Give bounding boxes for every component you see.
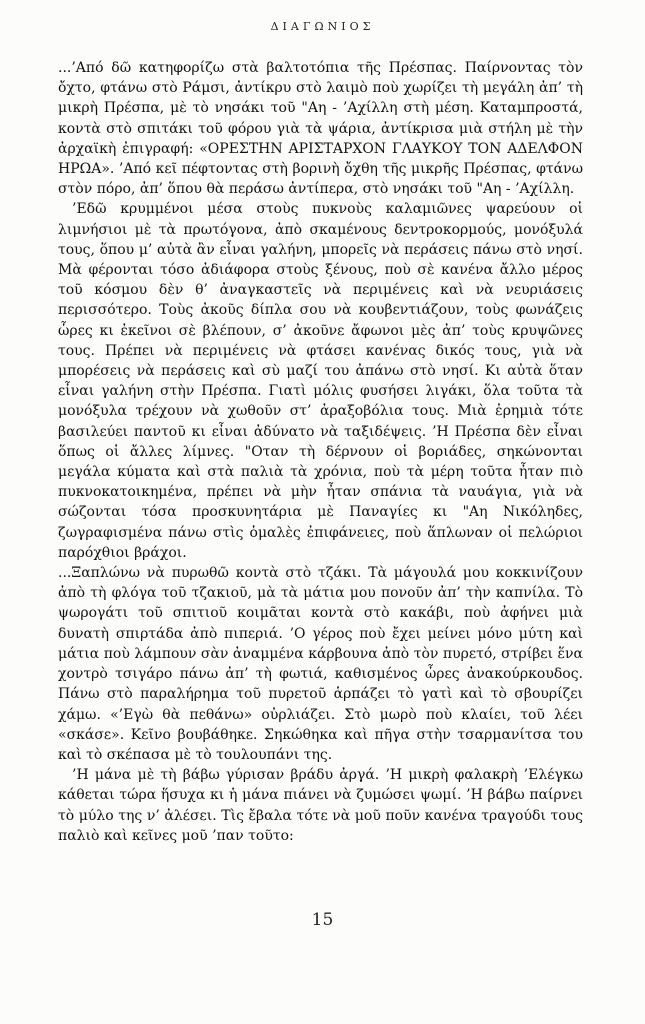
page-number: 15 (311, 910, 334, 930)
running-head: ΔΙΑΓΩΝΙΟΣ (270, 20, 375, 33)
paragraph-fishermen: ’Εδῶ κρυμμένοι μέσα στοὺς πυκνοὺς καλαμιῶνες ψαρεύουν οἱ λιμνήσιοι μὲ τὰ πρωτόγονα, ἀπὸ σκαμένους δεντροκορμούς, μονόξυλά τους, ὅπου μ’ αὐτὰ ἂν εἶναι γαλήνη, μπορεῖς νὰ περάσεις πάνω στὸ νησί. Μὰ φέρονται τόσο ἀδιάφορα στοὺς ξένους, ποὺ σὲ κανένα ἄλλο μέρος τοῦ κόσμου δὲν θ’ ἀναγκαστεῖς νὰ περιμένεις καὶ νὰ νευριάσεις περισσότερο. Τοὺς ἀκοῦς δίπλα σου νὰ κουβεντιάζουν, τοὺς φωνάζεις ὧρες κι ἐκεῖνοι σὲ βλέπουν, σ’ ἀκοῦνε ἄφωνοι μὲς ἀπ’ τοὺς κρυψῶνες τους. Πρέπει νὰ περιμένεις νὰ φτάσει κανένας δικός τους, γιὰ νὰ μπορέσεις νὰ περάσεις καὶ σὺ μαζί του ἀπάνω στὸ νησί. Κι αὐτὰ ὅταν εἶναι γαλήνη στὴν Πρέσπα. Γιατὶ μόλις φυσήσει λιγάκι, ὅλα τοῦτα τὰ μονόξυλα τρέχουν νὰ χωθοῦν στ’ ἀραξοβόλια τους. Μιὰ ἐρημιὰ τότε βασιλεύει παντοῦ κι εἶναι ἀδύνατο νὰ ταξιδέψεις. ’Η Πρέσπα δὲν εἶναι ὅπως οἱ ἄλλες λίμνες. "Οταν τὴ δέρνουν οἱ βοριάδες, σηκώνονται μεγάλα κύματα καὶ στὰ παλιὰ τὰ χρόνια, ποὺ τὰ μέρη τοῦτα ἦταν πιὸ πυκνοκατοικημένα, πρέπει νὰ μὴν ἦταν σπάνια τὰ ναυάγια, γιὰ νὰ σώζονται τόσα προσκυνητάρια μὲ Παναγίες κι "Αη Νικόληδες, ζωγραφισμένα πάνω στὶς ὁμαλὲς ἐπιφάνειες, ποὺ ἅπλωναν οἱ πελώριοι παρόχθιοι βράχοι. (58, 201, 583, 561)
paragraph-fireplace: ...Ξαπλώνω νὰ πυρωθῶ κοντὰ στὸ τζάκι. Τὰ μάγουλά μου κοκκινίζουν ἀπὸ τὴ φλόγα τοῦ τζακιοῦ, μὰ τὰ μάτια μου πονοῦν ἀπ’ τὴν καπνίλα. Τὸ ψωρογάτι τοῦ σπιτιοῦ κοιμᾶται κοντὰ στὸ κακάβι, ποὺ ἀφήνει μιὰ δυνατὴ σπιρτάδα ἀπὸ πιπεριά. ’Ο γέρος ποὺ ἔχει μείνει μόνο μύτη καὶ μάτια ποὺ λάμπουν σὰν ἀναμμένα κάρβουνα ἀπὸ τὸν πυρετό, στρίβει ἕνα χοντρὸ τσιγάρο πάνω ἀπ’ τὴ φωτιά, καθισμένος ὧρες ἀνακούρκουδος. Πάνω στὸ παραλήρημα τοῦ πυρετοῦ ἁρπάζει τὸ γατὶ καὶ τὸ σβουρίζει χάμω. «’Εγὼ θὰ πεθάνω» οὐρλιάζει. Στὸ μωρὸ ποὺ κλαίει, τοῦ λέει «σκάσε». Κεῖνο βουβάθηκε. Σηκώθηκα καὶ πῆγα στὴν τσαρμανίτσα του καὶ τὸ σκέπασα μὲ τὸ τουλουπάνι της. (58, 565, 583, 763)
body-text (58, 58, 583, 846)
paragraph-mother-grandmother: ’Η μάνα μὲ τὴ βάβω γύρισαν βράδυ ἀργά. ’Η μικρὴ φαλακρὴ ’Ελέγκω κάθεται τώρα ἥσυχα κι ἡ μάνα πιάνει νὰ ζυμώσει ψωμί. ’Η βάβω παίρνει τὸ μύλο της ν’ ἀλέσει. Τὶς ἔβαλα τότε νὰ μοῦ ποῦν κανένα τραγούδι τους παλιὸ καὶ κεῖνες μοῦ ’παν τοῦτο: (58, 767, 583, 844)
paragraph-presp-lakes: ...’Από δῶ κατηφορίζω στὰ βαλτοτόπια τῆς Πρέσπας. Παίρνοντας τὸν ὄχτο, φτάνω στὸ Ράμσι, ἀντίκρυ στὸ λαιμὸ ποὺ χωρίζει τὴ μεγάλη ἀπ’ τὴ μικρὴ Πρέσπα, μὲ τὸ νησάκι τοῦ "Αη - ’Αχίλλη στὴ μέση. Καταμπροστά, κοντὰ στὸ σπιτάκι τοῦ φόρου γιὰ τὰ ψάρια, ἀντίκρισα μιὰ στήλη μὲ τὴν ἀρχαϊκὴ ἐπιγραφή: «ΟΡΕΣΤΗΝ ΑΡΙΣΤΑΡΧΟΝ ΓΛΑΥΚΟΥ ΤΟΝ ΑΔΕΛΦΟΝ ΗΡΩΑ». ’Από κεῖ πέφτοντας στὴ βορινὴ ὄχθη τῆς μικρῆς Πρέσπας, φτάνω στὸν πόρο, ἀπ’ ὅπου θὰ περάσω ἀντίπερα, στὸ νησάκι τοῦ "Αη - ’Αχίλλη. (58, 60, 583, 198)
